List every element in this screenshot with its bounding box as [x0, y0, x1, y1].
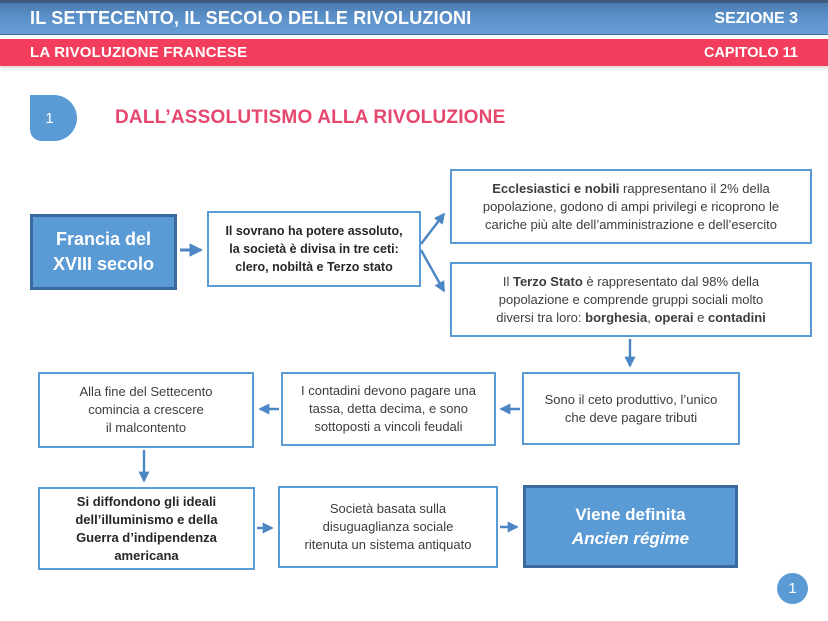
flow-box-line: americana — [114, 547, 179, 563]
flow-box-line: popolazione e comprende gruppi sociali molto — [498, 291, 764, 307]
flow-box-line: Sono il ceto produttivo, l’unico — [544, 391, 718, 407]
flow-box-line: Viene definita — [575, 504, 686, 524]
flow-box-line: Guerra d’indipendenza — [76, 529, 217, 545]
flow-box-line: Alla fine del Settecento — [79, 384, 213, 399]
section-number-badge: 1 — [30, 95, 77, 141]
flow-box-line: Francia del — [55, 229, 152, 249]
header-bar — [0, 3, 828, 35]
flow-box-line: clero, nobiltà e Terzo stato — [235, 260, 393, 274]
slide-title: DALL’ASSOLUTISMO ALLA RIVOLUZIONE — [115, 107, 506, 128]
flow-box-line: ritenuta un sistema antiquato — [304, 537, 472, 552]
flow-box-line: Il Terzo Stato è rappresentato dal 98% della — [502, 273, 760, 289]
page-number-badge: 1 — [777, 573, 808, 604]
flow-box-line: disuguaglianza sociale — [322, 519, 454, 534]
flow-box-sovrano-assoluto — [207, 211, 421, 287]
flow-box-line: Ecclesiastici e nobili rappresentano il 2% della — [492, 180, 770, 196]
flow-box-line: il malcontento — [105, 420, 187, 435]
flow-box-ecclesiastici-nobili — [450, 169, 812, 244]
flow-box-ceto-produttivo — [522, 372, 740, 445]
flow-box-ideali-illuminismo — [38, 487, 255, 570]
flow-box-line: che deve pagare tributi — [564, 409, 698, 425]
flow-box-contadini-decima — [281, 372, 496, 446]
flow-box-line: Il sovrano ha potere assoluto, — [225, 224, 403, 238]
flow-box-malcontento — [38, 372, 254, 448]
flow-box-societa-antiquata — [278, 486, 498, 568]
flow-box-line: comincia a crescere — [88, 402, 204, 417]
subheader-bar — [0, 39, 828, 66]
flow-box-line: cariche più alte dell’amministrazione e dell’esercito — [485, 216, 777, 232]
flow-box-francia-xviii — [30, 214, 177, 290]
header-section-label: SEZIONE 3 — [714, 9, 798, 27]
flow-box-line: dell’illuminismo e della — [75, 511, 218, 527]
subheader-chapter-label: CAPITOLO 11 — [703, 44, 798, 61]
header-title: IL SETTECENTO, IL SECOLO DELLE RIVOLUZIONI — [30, 8, 472, 28]
flow-box-line: sottoposti a vincoli feudali — [314, 419, 463, 434]
arrow-sovrano-to-terzo-stato — [421, 250, 444, 291]
flow-box-line: Ancien régime — [571, 528, 690, 548]
flow-box-ancien-regime — [523, 485, 738, 568]
flow-box-line: popolazione, godono di ampi privilegi e ricoprono le — [482, 198, 780, 214]
flow-box-line: diversi tra loro: borghesia, operai e contadini — [496, 309, 766, 325]
flow-box-line: I contadini devono pagare una — [301, 383, 476, 398]
flow-box-line: Società basata sulla — [329, 501, 447, 516]
subheader-title: LA RIVOLUZIONE FRANCESE — [30, 44, 248, 61]
arrow-sovrano-to-ecclesiastici — [421, 214, 444, 244]
flow-box-terzo-stato — [450, 262, 812, 337]
flow-box-line: XVIII secolo — [52, 254, 155, 274]
flow-box-line: la società è divisa in tre ceti: — [229, 242, 399, 256]
flow-box-line: Si diffondono gli ideali — [76, 493, 217, 509]
flow-box-line: tassa, detta decima, e sono — [309, 401, 468, 416]
